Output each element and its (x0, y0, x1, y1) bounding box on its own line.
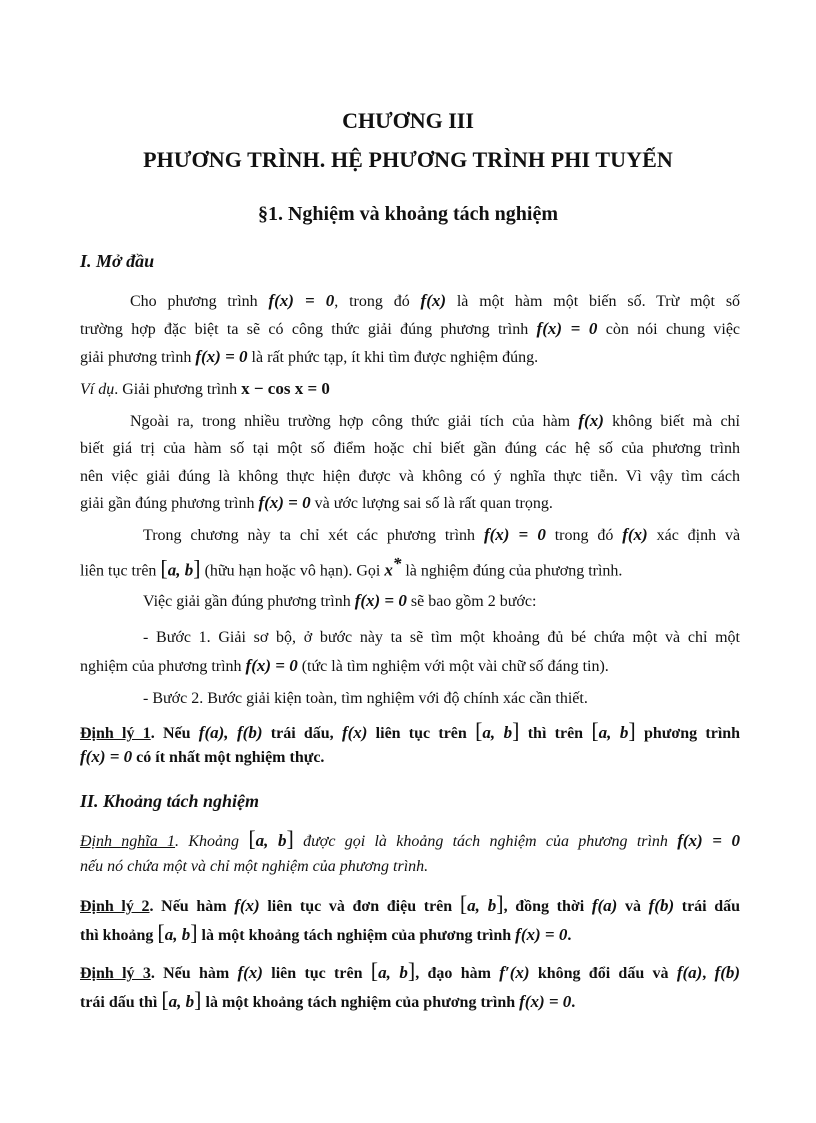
theorem1-line2: f(x) = 0 có ít nhất một nghiệm thực. (80, 747, 325, 766)
step2-line: - Bước 2. Bước giải kiện toàn, tìm nghiệm với độ chính xác cần thiết. (143, 690, 588, 707)
example-line: Ví dụ. Giải phương trình x − cos x = 0 (80, 379, 330, 398)
p3-line2: liên tục trên [a, b] (hữu hạn hoặc vô hạn). Gọi x* là nghiệm đúng của phương trình. (80, 554, 623, 581)
p2-line1: Ngoài ra, trong nhiều trường hợp công thức giải tích của hàm f(x) không biết mà chỉ (130, 411, 741, 430)
definition1-line2: nếu nó chứa một và chỉ một nghiệm của phương trình. (80, 858, 429, 875)
theorem3-line1: Định lý 3. Nếu hàm f(x) liên tục trên [a, b], đạo hàm f′(x) không đổi dấu và f(a), f(b) (80, 958, 741, 983)
p1-line1: Cho phương trình f(x) = 0, trong đó f(x) là một hàm một biến số. Trừ một số (130, 291, 741, 310)
step1-line1: - Bước 1. Giải sơ bộ, ở bước này ta sẽ tìm một khoảng đủ bé chứa một và chỉ một (143, 629, 740, 646)
definition1-line1: Định nghĩa 1. Khoảng [a, b] được gọi là khoảng tách nghiệm của phương trình f(x) = 0 (80, 826, 740, 851)
p1-line2: trường hợp đặc biệt ta sẽ có công thức giải đúng phương trình f(x) = 0 còn nói chung việc (80, 319, 741, 338)
theorem1-line1: Định lý 1. Nếu f(a), f(b) trái dấu, f(x) liên tục trên [a, b] thì trên [a, b] phương trình (80, 718, 741, 743)
step1-line2: nghiệm của phương trình f(x) = 0 (tức là tìm nghiệm với một vài chữ số đáng tin). (80, 656, 609, 675)
chapter-title: PHƯƠNG TRÌNH. HỆ PHƯƠNG TRÌNH PHI TUYẾN (143, 147, 673, 172)
p2-line3: nên việc giải đúng là không thực hiện được và không có ý nghĩa thực tiễn. Vì vậy tìm cách (80, 468, 740, 485)
section-title: §1. Nghiệm và khoảng tách nghiệm (257, 203, 559, 225)
heading-intro: I. Mở đầu (80, 251, 155, 271)
p3-line1: Trong chương này ta chỉ xét các phương trình f(x) = 0 trong đó f(x) xác định và (143, 525, 741, 544)
theorem2-line1: Định lý 2. Nếu hàm f(x) liên tục và đơn điệu trên [a, b], đồng thời f(a) và f(b) trái dấu (80, 891, 741, 916)
chapter-number: CHƯƠNG III (342, 108, 474, 133)
p2-line4: giải gần đúng phương trình f(x) = 0 và ước lượng sai số là rất quan trọng. (80, 493, 553, 512)
heading-root-interval: II. Khoảng tách nghiệm (80, 791, 260, 811)
p4-line: Việc giải gần đúng phương trình f(x) = 0 sẽ bao gồm 2 bước: (143, 591, 537, 610)
p2-line2: biết giá trị của hàm số tại một số điểm hoặc chỉ biết gần đúng các hệ số của phương trình (80, 440, 740, 457)
theorem3-line2: trái dấu thì [a, b] là một khoảng tách nghiệm của phương trình f(x) = 0. (80, 987, 576, 1012)
theorem2-line2: thì khoảng [a, b] là một khoảng tách nghiệm của phương trình f(x) = 0. (80, 920, 572, 945)
p1-line3: giải phương trình f(x) = 0 là rất phức tạp, ít khi tìm được nghiệm đúng. (80, 347, 539, 366)
